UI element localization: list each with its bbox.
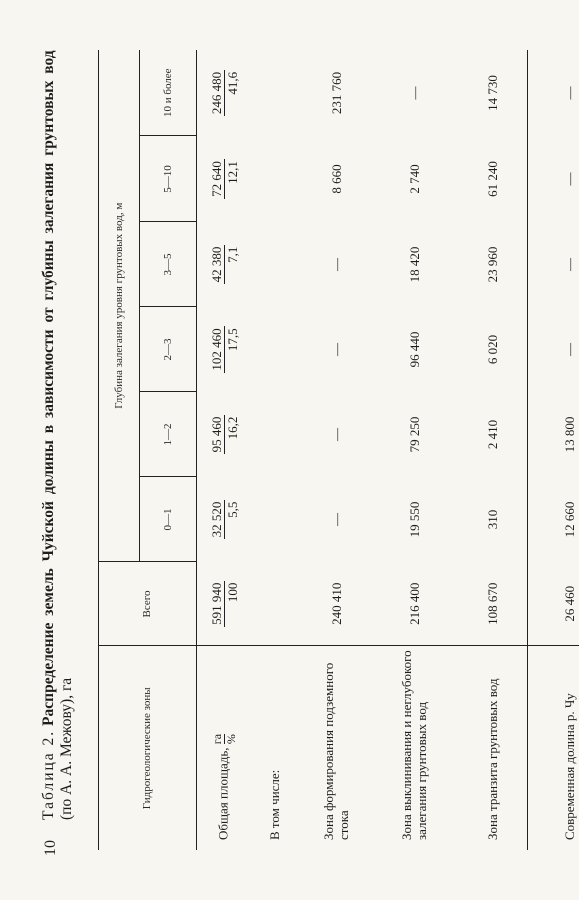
including-label: В том числе:	[251, 646, 297, 850]
table-caption	[40, 50, 76, 820]
table-cell: 6 020	[484, 334, 500, 365]
total-cell: 246 480 41,6	[197, 50, 252, 136]
table-cell: —	[406, 86, 422, 100]
table-row	[297, 50, 375, 850]
table-row	[453, 50, 531, 850]
table-cell: 14 730	[484, 75, 500, 111]
table-row	[531, 50, 579, 850]
total-cell: 591 940 100	[197, 562, 252, 646]
table-cell: 8 660	[328, 164, 344, 194]
table-cell: 231 760	[328, 71, 344, 115]
table-cell: 2 740	[406, 164, 422, 194]
rotated-page	[40, 50, 577, 856]
table-cell: 19 550	[406, 501, 422, 538]
total-cell: 42 380 7,1	[197, 222, 252, 307]
table-cell: —	[561, 172, 577, 186]
table-cell: 240 410	[328, 582, 344, 625]
header-depth-col: 2—3	[140, 307, 197, 392]
zone-name: Зона формирования подземного стока	[297, 646, 375, 850]
table-cell: —	[561, 258, 577, 271]
table-cell: —	[561, 86, 577, 100]
zone-name: Современная долина р. Чу	[531, 646, 579, 850]
unit-fraction: га %	[209, 733, 238, 745]
header-depth-col: 0—1	[140, 477, 197, 562]
table-cell: 26 460	[561, 585, 577, 622]
header-depth-group: Глубина залегания уровня грунтовых вод, м	[99, 50, 140, 562]
header-depth-col: 1—2	[140, 392, 197, 477]
total-cell: 32 520 5,5	[197, 477, 252, 562]
caption-title: Распределение земель Чуйской долины в зависимости от глубины залегания грунтовых вод	[40, 50, 57, 726]
caption-source: (по А. А. Межову), га	[58, 677, 75, 820]
table-cell: 216 400	[406, 582, 422, 625]
table-cell: 79 250	[406, 416, 422, 453]
table-cell: 310	[484, 509, 500, 530]
bottom-rule	[527, 50, 528, 850]
table-cell: 18 420	[406, 246, 422, 283]
page-number: 10	[42, 840, 59, 856]
total-row	[197, 50, 252, 850]
table-cell: 61 240	[484, 161, 500, 197]
table-cell: 12 660	[561, 501, 577, 538]
total-row-label: Общая площадь, га %	[197, 646, 252, 850]
table-cell: —	[328, 343, 344, 356]
table-cell: 96 440	[406, 331, 422, 368]
table-cell: —	[561, 343, 577, 356]
header-depth-col: 10 и более	[161, 68, 174, 118]
zone-name: Зона транзита грунтовых вод	[453, 646, 531, 850]
table-cell: 2 410	[484, 419, 500, 450]
table-cell: —	[328, 258, 344, 271]
total-cell: 95 460 16,2	[197, 392, 252, 477]
table-cell: —	[328, 428, 344, 441]
including-row	[251, 50, 297, 850]
header-depth-col: 3—5	[140, 222, 197, 307]
table-cell: —	[328, 513, 344, 526]
data-table	[98, 50, 579, 850]
total-cell: 102 460 17,5	[197, 307, 252, 392]
table-cell: 23 960	[484, 246, 500, 283]
table-cell: 108 670	[484, 582, 500, 625]
total-cell: 72 640 12,1	[197, 136, 252, 222]
caption-label: Таблица 2.	[40, 729, 57, 820]
header-depth-col: 5—10	[140, 136, 197, 222]
table-cell: 13 800	[561, 416, 577, 453]
header-zone: Гидрогеологические зоны	[99, 646, 197, 850]
header-total: Всего	[99, 562, 197, 646]
table-row	[375, 50, 453, 850]
zone-name: Зона выклинивания и неглубокого залегания грунтовых вод	[375, 646, 453, 850]
